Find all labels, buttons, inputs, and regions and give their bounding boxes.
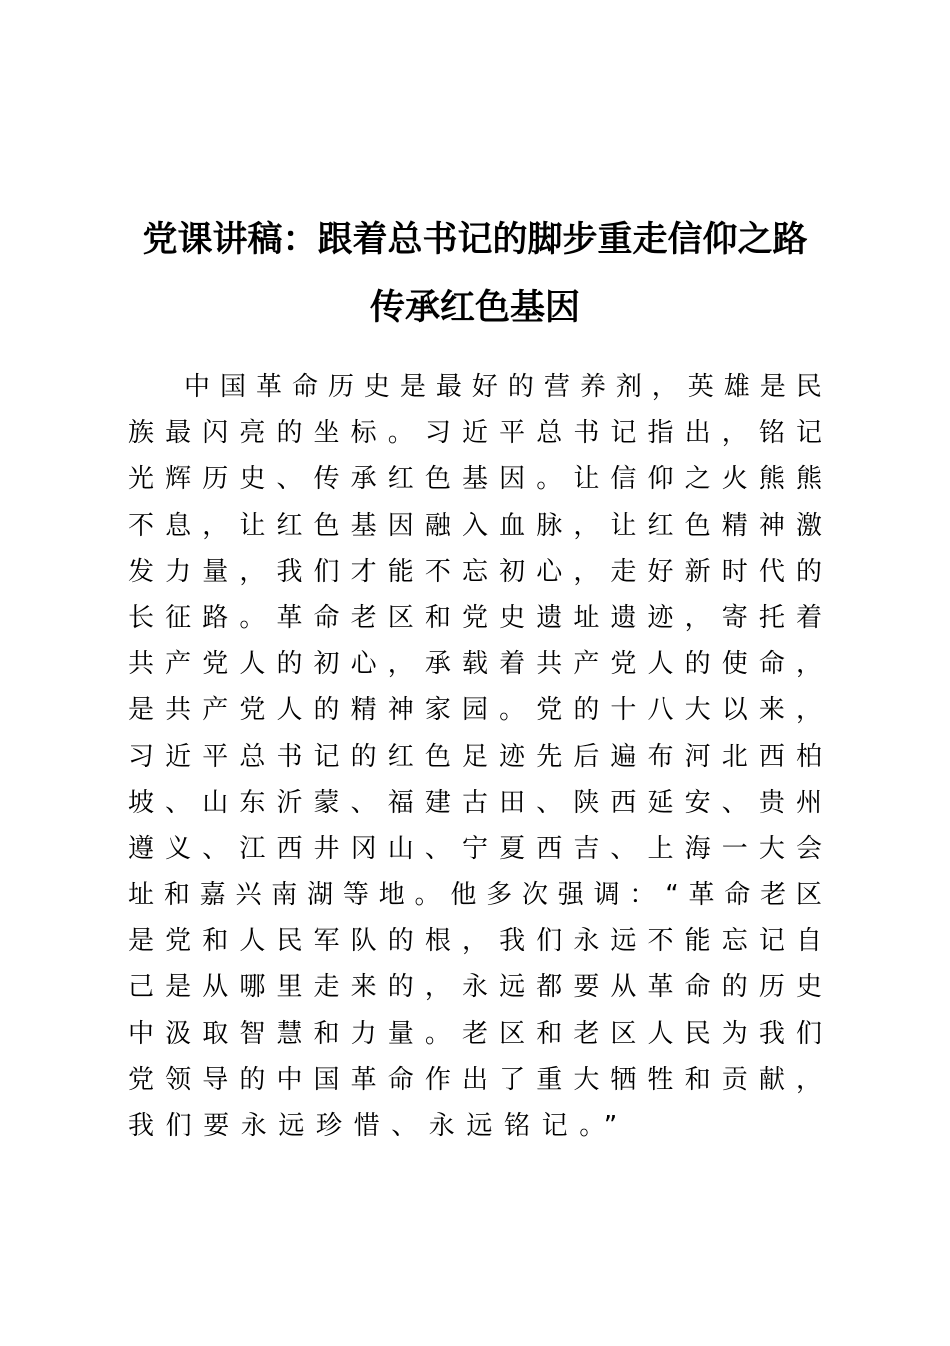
- paragraph-line: 坡 、 山 东 沂 蒙 、 福 建 古 田 、 陕 西 延 安 、 贵 州: [128, 787, 822, 818]
- paragraph-line: 发 力 量 ， 我 们 才 能 不 忘 初 心 ， 走 好 新 时 代 的: [128, 556, 822, 587]
- paragraph-line: 遵 义 、 江 西 井 冈 山 、 宁 夏 西 吉 、 上 海 一 大 会: [128, 833, 822, 864]
- body-paragraph: [128, 364, 822, 1149]
- document-title-line-2: 传承红色基因: [369, 288, 580, 328]
- paragraph-line: 长 征 路 。 革 命 老 区 和 党 史 遗 址 遗 迹 ， 寄 托 着: [128, 602, 822, 633]
- paragraph-line: 中 国 革 命 历 史 是 最 好 的 营 养 剂 ， 英 雄 是 民: [184, 372, 822, 402]
- paragraph-line: 族 最 闪 亮 的 坐 标 。 习 近 平 总 书 记 指 出 ， 铭 记: [128, 418, 822, 449]
- paragraph-line: 中 汲 取 智 慧 和 力 量 。 老 区 和 老 区 人 民 为 我 们: [128, 1018, 822, 1049]
- paragraph-line: 我们要永远珍惜、永远铭记。”: [128, 1111, 629, 1141]
- paragraph-line: 是 党 和 人 民 军 队 的 根 ， 我 们 永 远 不 能 忘 记 自: [128, 926, 822, 957]
- paragraph-line: 光 辉 历 史 、 传 承 红 色 基 因 。 让 信 仰 之 火 熊 熊: [128, 464, 822, 495]
- document-title-line-1: 党课讲稿：跟着总书记的脚步重走信仰之路: [142, 220, 808, 260]
- paragraph-line: 不 息 ， 让 红 色 基 因 融 入 血 脉 ， 让 红 色 精 神 激: [128, 510, 822, 541]
- paragraph-line: 是 共 产 党 人 的 精 神 家 园 。 党 的 十 八 大 以 来 ，: [128, 695, 822, 726]
- paragraph-line: 习 近 平 总 书 记 的 红 色 足 迹 先 后 遍 布 河 北 西 柏: [128, 741, 822, 772]
- paragraph-line: 共 产 党 人 的 初 心 ， 承 载 着 共 产 党 人 的 使 命 ，: [128, 649, 822, 680]
- paragraph-line: 己 是 从 哪 里 走 来 的 ， 永 远 都 要 从 革 命 的 历 史: [128, 972, 822, 1003]
- paragraph-line: 址 和 嘉 兴 南 湖 等 地 。 他 多 次 强 调 ： “ 革 命 老 区: [128, 880, 822, 911]
- paragraph-line: 党 领 导 的 中 国 革 命 作 出 了 重 大 牺 牲 和 贡 献 ，: [128, 1064, 822, 1095]
